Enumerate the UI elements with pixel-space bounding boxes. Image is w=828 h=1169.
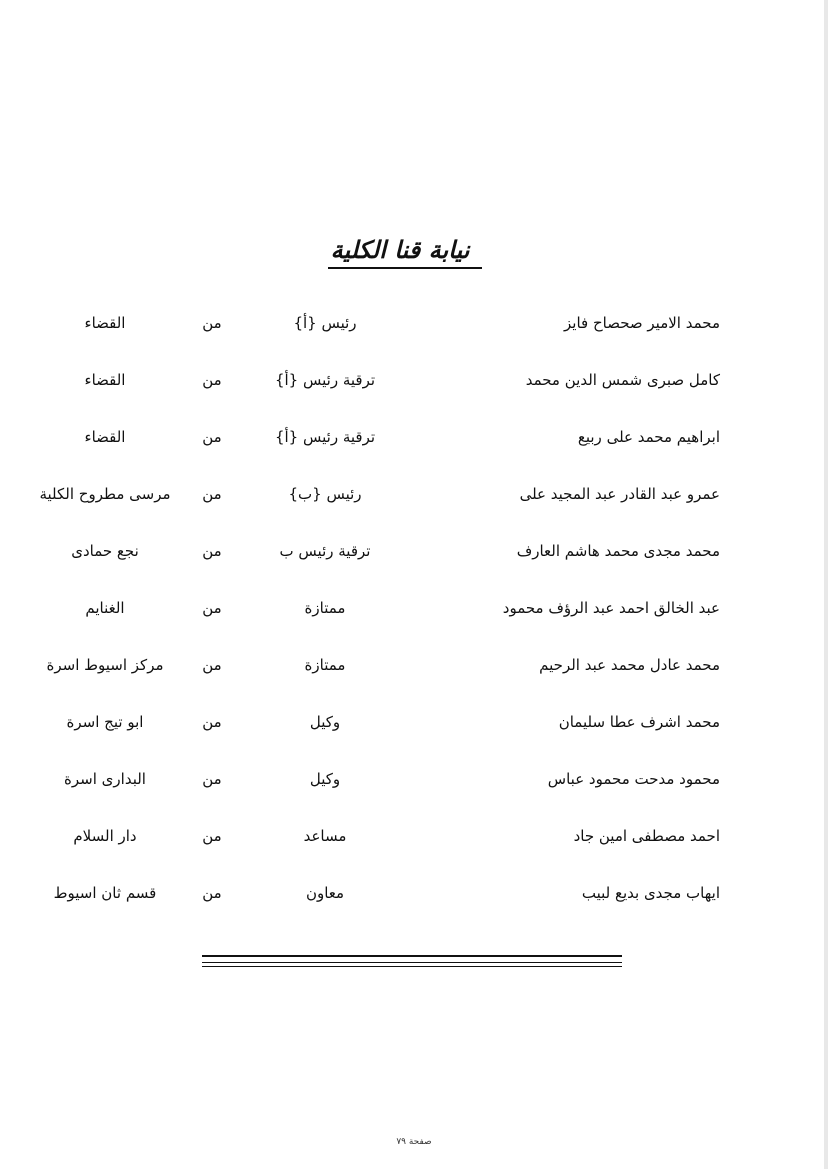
row-grade: ترقية رئيس {أ} xyxy=(274,371,376,389)
row-grade: ممتازة xyxy=(304,599,346,617)
table-row xyxy=(0,653,828,693)
row-name: محمود مدحت محمود عباس xyxy=(547,770,720,788)
row-from: من xyxy=(202,428,222,446)
table-row xyxy=(0,539,828,579)
row-name: محمد اشرف عطا سليمان xyxy=(558,713,720,731)
row-origin: مرسى مطروح الكلية xyxy=(39,485,171,503)
row-origin: دار السلام xyxy=(73,827,137,845)
row-grade: رئيس {ب} xyxy=(288,485,362,503)
scan-edge xyxy=(824,0,828,1169)
row-grade: وكيل xyxy=(309,770,341,788)
table-row xyxy=(0,368,828,408)
row-grade: ترقية رئيس ب xyxy=(279,542,371,560)
row-from: من xyxy=(202,827,222,845)
footer-divider xyxy=(202,955,622,957)
row-name: عبد الخالق احمد عبد الرؤف محمود xyxy=(502,599,720,617)
table-row xyxy=(0,824,828,864)
row-origin: نجع حمادى xyxy=(71,542,139,560)
row-origin: القضاء xyxy=(84,371,126,389)
row-grade: معاون xyxy=(305,884,345,902)
footer-divider xyxy=(202,966,622,967)
row-from: من xyxy=(202,884,222,902)
table-row xyxy=(0,881,828,921)
row-origin: قسم ثان اسيوط xyxy=(53,884,157,902)
row-grade: وكيل xyxy=(309,713,341,731)
table-row xyxy=(0,425,828,465)
row-from: من xyxy=(202,599,222,617)
row-name: محمد عادل محمد عبد الرحيم xyxy=(539,656,720,674)
table-row xyxy=(0,710,828,750)
row-name: ايهاب مجدى بديع لبيب xyxy=(581,884,720,902)
row-grade: رئيس {أ} xyxy=(293,314,357,332)
footer-divider xyxy=(202,962,622,963)
row-origin: مركز اسيوط اسرة xyxy=(46,656,164,674)
table-row xyxy=(0,596,828,636)
row-from: من xyxy=(202,713,222,731)
page-title: نيابة قنا الكلية xyxy=(330,236,470,264)
row-grade: ممتازة xyxy=(304,656,346,674)
row-from: من xyxy=(202,542,222,560)
row-from: من xyxy=(202,314,222,332)
row-grade: ترقية رئيس {أ} xyxy=(274,428,376,446)
row-name: كامل صبرى شمس الدين محمد xyxy=(525,371,720,389)
row-from: من xyxy=(202,656,222,674)
row-name: محمد مجدى محمد هاشم العارف xyxy=(516,542,720,560)
row-grade: مساعد xyxy=(303,827,347,845)
row-name: عمرو عبد القادر عبد المجيد على xyxy=(519,485,720,503)
row-name: محمد الامير صحصاح فايز xyxy=(564,314,720,332)
row-name: احمد مصطفى امين جاد xyxy=(573,827,720,845)
page-number: صفحة ٧٩ xyxy=(396,1137,432,1147)
table-row xyxy=(0,767,828,807)
row-from: من xyxy=(202,485,222,503)
row-origin: ابو تيج اسرة xyxy=(66,713,144,731)
table-row xyxy=(0,482,828,522)
row-origin: البدارى اسرة xyxy=(64,770,146,788)
title-underline xyxy=(328,267,482,269)
row-name: ابراهيم محمد على ربيع xyxy=(577,428,720,446)
row-origin: القضاء xyxy=(84,314,126,332)
row-origin: القضاء xyxy=(84,428,126,446)
row-from: من xyxy=(202,770,222,788)
row-from: من xyxy=(202,371,222,389)
row-origin: الغنايم xyxy=(85,599,125,617)
table-row xyxy=(0,311,828,351)
